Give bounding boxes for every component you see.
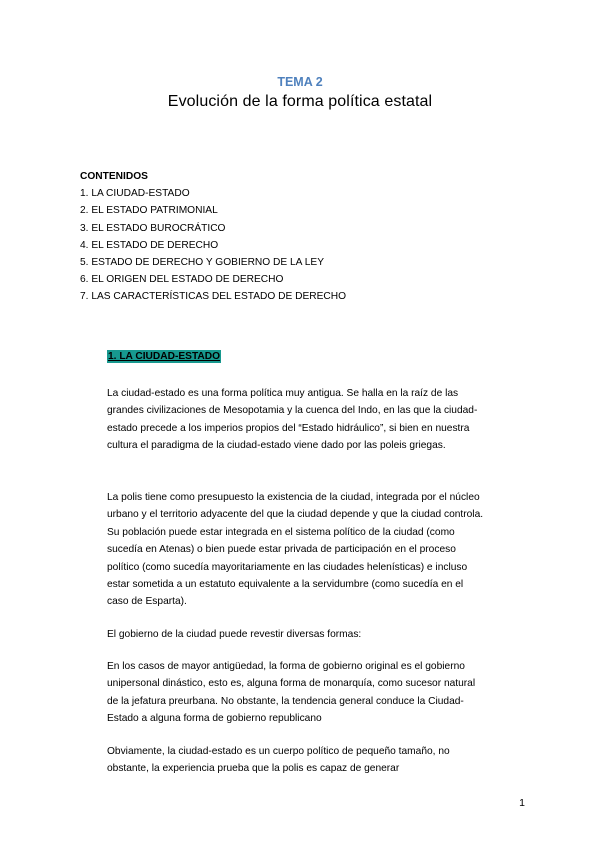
section-heading — [107, 351, 221, 362]
contents-item: 7. LAS CARACTERÍSTICAS DEL ESTADO DE DERECHO — [80, 291, 347, 303]
paragraph — [107, 489, 487, 611]
paragraph — [107, 385, 487, 455]
paragraph-text: En los casos de mayor antigüedad, la forma de gobierno original es el gobierno unipersonal dinástico, esto es, alguna forma de monarquía, como sucesor natural de la jefatura preurbana. No obstante, la tendencia general conduce la Ciudad-Estado a alguna forma de gobierno republicano — [107, 661, 476, 725]
contents-item: 2. EL ESTADO PATRIMONIAL — [80, 205, 218, 217]
contents-heading: CONTENIDOS — [80, 171, 148, 182]
contents-item: 4. EL ESTADO DE DERECHO — [80, 239, 219, 251]
table-of-contents — [80, 168, 520, 306]
section-heading-text: 1. LA CIUDAD-ESTADO — [108, 351, 221, 362]
paragraph-text: La ciudad-estado es una forma política muy antigua. Se halla en la raíz de las grandes civilizaciones de Mesopotamia y la cuenca del Indo, en las que la ciudad-estado precede a los imperios propios del “Estado hidráulico”, si bien en nuestra cultura el paradigma de la ciudad-estado viene dado por las poleis griegas. — [107, 388, 478, 452]
contents-item: 3. EL ESTADO BUROCRÁTICO — [80, 222, 226, 234]
paragraph — [107, 626, 487, 643]
paragraph-text: El gobierno de la ciudad puede revestir diversas formas: — [107, 629, 362, 640]
contents-item: 1. LA CIUDAD-ESTADO — [80, 188, 190, 200]
contents-item: 5. ESTADO DE DERECHO Y GOBIERNO DE LA LEY — [80, 257, 325, 269]
paragraph-text: La polis tiene como presupuesto la existencia de la ciudad, integrada por el núcleo urbano y el territorio adyacente del que la ciudad depende y que la ciudad controla. Su población puede estar integrada en el sistema político de la ciudad (como sucedía en Atenas) o bien puede estar privada de participación en el proceso político (como sucedía mayoritariamente en las ciudades helenísticas) e incluso estar sometida a un estatuto equivalente a la servidumbre (como sucedía en el caso de Esparta). — [107, 492, 484, 608]
topic-number: TEMA 2 — [277, 75, 323, 89]
contents-item: 6. EL ORIGEN DEL ESTADO DE DERECHO — [80, 274, 284, 286]
paragraph — [107, 658, 487, 728]
page-title: Evolución de la forma política estatal — [167, 93, 433, 110]
paragraph-text: Obviamente, la ciudad-estado es un cuerpo político de pequeño tamaño, no obstante, la experiencia prueba que la polis es capaz de generar — [107, 746, 450, 775]
page-number: 1 — [519, 797, 525, 809]
paragraph — [107, 743, 487, 778]
